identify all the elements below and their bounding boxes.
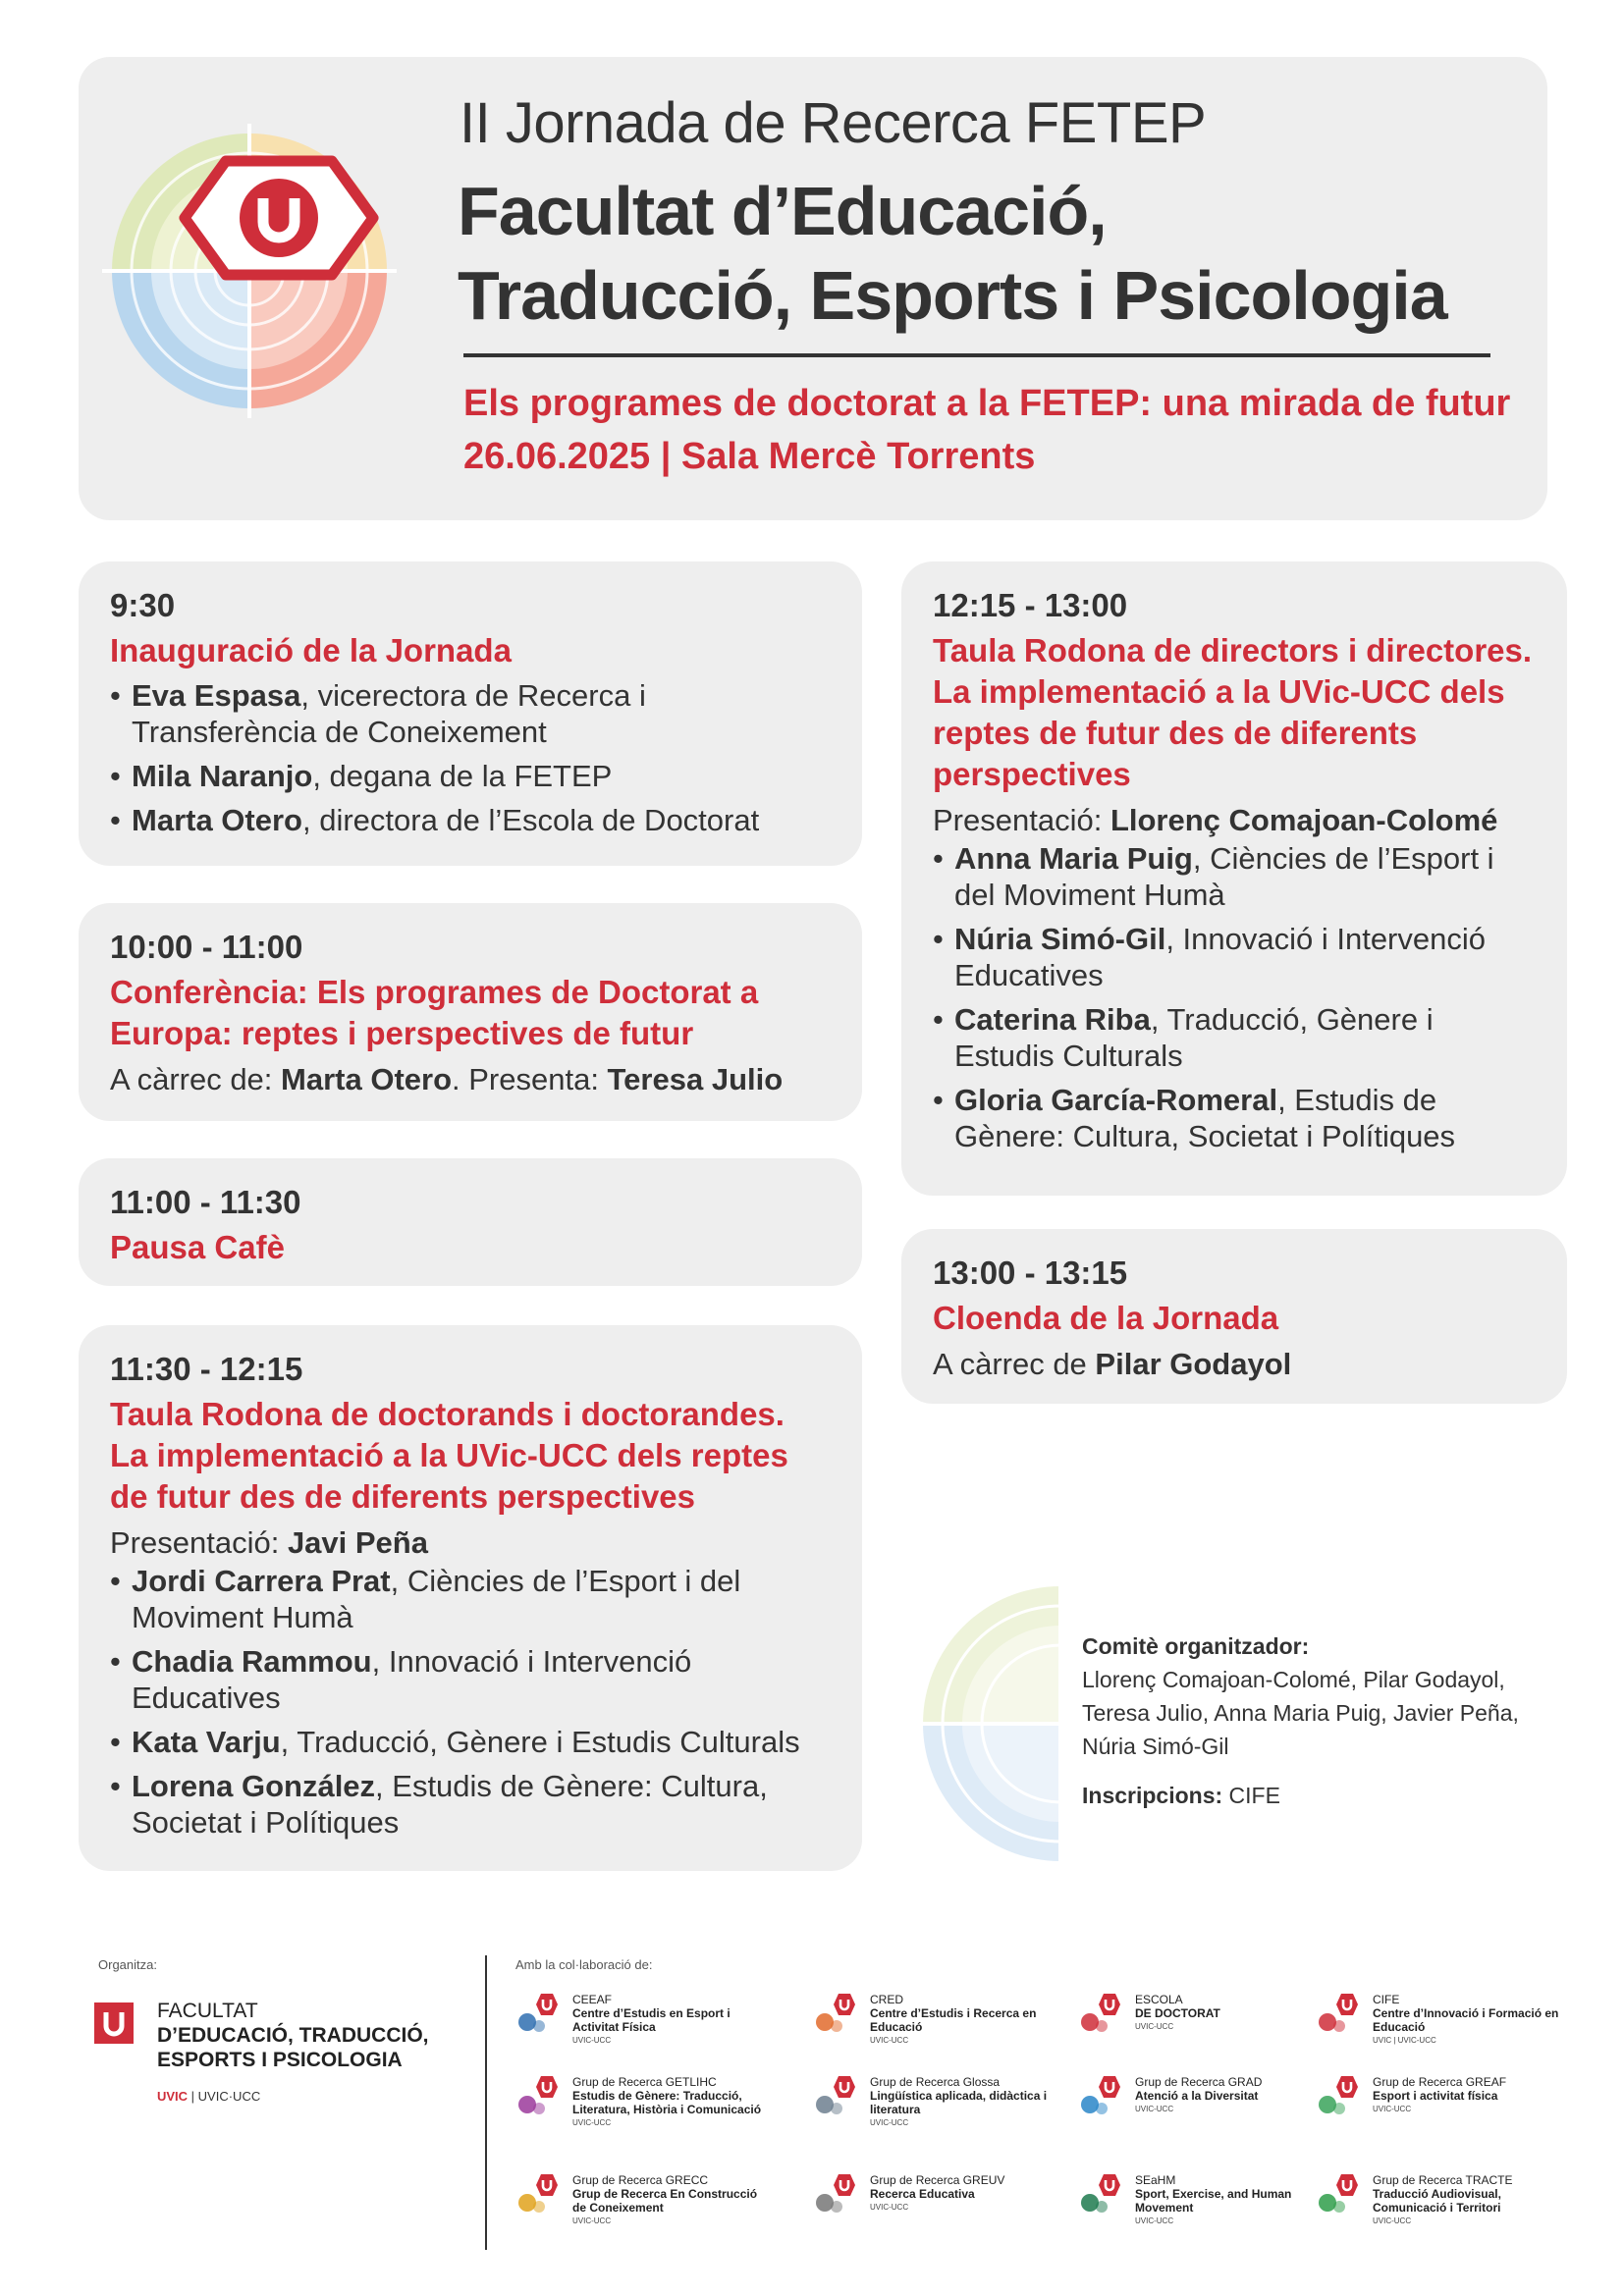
speaker-item (110, 758, 831, 794)
speaker-item (933, 840, 1536, 913)
partner-logo (515, 2075, 762, 2154)
partner-logo (1078, 1993, 1304, 2071)
partner-tag: UVIC-UCC (1373, 2105, 1412, 2113)
partner-text (1135, 2173, 1331, 2228)
partner-small: Grup de Recerca GREUV (870, 2173, 1005, 2187)
header-card (79, 57, 1547, 520)
partner-small: Grup de Recerca Glossa (870, 2075, 1001, 2089)
speaker-role: , Innovació i Intervenció Educatives (132, 1644, 692, 1715)
speaker-role: , vicerectora de Recerca i Transferència de Coneixement (132, 678, 646, 749)
by-label: A càrrec de (933, 1347, 1096, 1381)
uvic-u-icon (1098, 2173, 1121, 2197)
date-place-text: 26.06.2025 | Sala Mercè Torrents (463, 436, 1036, 477)
inscriptions-value: CIFE (1222, 1783, 1280, 1808)
speaker-name: Gloria García-Romeral (954, 1083, 1278, 1117)
fetep-line-2: D’EDUCACIÓ, TRADUCCIÓ, (157, 2024, 429, 2047)
partner-tag: UVIC-UCC (572, 2036, 612, 2045)
slot-title: Taula Rodona de doctorands i doctorandes. La implementació a la UVic-UCC dels reptes de futur des de diferents perspectives (110, 1396, 788, 1515)
speaker-item (110, 677, 831, 750)
partner-tag: UVIC-UCC (572, 2118, 612, 2127)
uvic-u-icon (1335, 2075, 1359, 2099)
partner-logo (813, 2173, 1039, 2252)
partner-logo (515, 1993, 741, 2071)
speaker-name: Kata Varju (132, 1725, 281, 1759)
fetep-uvic-tag (157, 2089, 260, 2104)
speaker-role: , Estudis de Gènere: Cultura, Societat i Polítiques (132, 1769, 768, 1840)
speaker-name: Lorena González (132, 1769, 376, 1803)
uvic-u-icon (833, 2075, 856, 2099)
partner-logo (1316, 2075, 1542, 2154)
partner-tag: UVIC-UCC (870, 2036, 909, 2045)
uvic-u-icon (833, 1993, 856, 2016)
slot-time: 12:15 - 13:00 (933, 587, 1128, 623)
partner-title: Esport i activitat física (1373, 2089, 1498, 2103)
partner-text (1135, 1993, 1331, 2034)
by-name: Pilar Godayol (1095, 1347, 1292, 1381)
partner-title: Centre d’Innovació i Formació en Educació (1373, 2006, 1559, 2034)
partner-small: Grup de Recerca GRECC (572, 2173, 709, 2187)
speaker-role: , Ciències de l’Esport i del Moviment Humà (132, 1564, 741, 1634)
speaker-item (110, 1643, 831, 1716)
by-name: Marta Otero (281, 1062, 453, 1096)
partner-tag: UVIC-UCC (870, 2203, 909, 2212)
partner-logo (515, 2173, 758, 2252)
uvic-u-icon (535, 2173, 559, 2197)
speaker-item (933, 921, 1536, 993)
slot-time: 13:00 - 13:15 (933, 1255, 1128, 1291)
uvic-u-icon (535, 2075, 559, 2099)
partner-logo (1078, 2075, 1304, 2154)
speaker-item (110, 1768, 831, 1841)
uvic-red-text: UVIC (157, 2089, 189, 2104)
partner-text (1373, 1993, 1569, 2048)
slot-title: Cloenda de la Jornada (933, 1300, 1279, 1336)
footer-divider (485, 1955, 487, 2250)
speaker-item (110, 1563, 831, 1635)
partner-small: SEaHM (1135, 2173, 1176, 2187)
program-slot-1130 (79, 1325, 862, 1871)
presenter-label: Presentació: (110, 1525, 288, 1560)
uvic-u-icon (1098, 1993, 1121, 2016)
partner-tag: UVIC-UCC (1373, 2216, 1412, 2225)
uvic-u-icon (1335, 1993, 1359, 2016)
uvic-emblem-logo (92, 104, 426, 438)
slot-credits (933, 1345, 1536, 1384)
speaker-name: Anna Maria Puig (954, 841, 1193, 876)
partner-text (1135, 2075, 1331, 2116)
by-label: A càrrec de: (110, 1062, 282, 1096)
speaker-role: , directora de l’Escola de Doctorat (301, 803, 760, 837)
speaker-role: , Innovació i Intervenció Educatives (954, 922, 1486, 992)
partner-text (870, 1993, 1066, 2048)
speaker-name: Jordi Carrera Prat (132, 1564, 391, 1598)
partner-tag: UVIC-UCC (1135, 2216, 1174, 2225)
uvic-u-icon (1098, 2075, 1121, 2099)
partner-text (572, 2173, 769, 2228)
partner-tag: UVIC-UCC (572, 2216, 612, 2225)
uvic-u-icon (1335, 2173, 1359, 2197)
uvic-u-icon (833, 2173, 856, 2197)
slot-time: 11:00 - 11:30 (110, 1184, 301, 1220)
partner-logo (813, 2075, 1048, 2154)
partner-small: CRED (870, 1993, 904, 2006)
speaker-name: Caterina Riba (954, 1002, 1151, 1037)
partner-title: Centre d’Estudis i Recerca en Educació (870, 2006, 1037, 2034)
slot-presenter (110, 1523, 831, 1563)
slot-title: Taula Rodona de directors i directores. La implementació a la UVic-UCC dels reptes de futur des de diferents perspectives (933, 632, 1533, 792)
program-slot-1215 (901, 561, 1567, 1196)
fetep-line-3: ESPORTS I PSICOLOGIA (157, 2049, 403, 2071)
organizer-label: Organitza: (98, 1957, 157, 1972)
partner-small: Grup de Recerca GETLIHC (572, 2075, 717, 2089)
partner-text (572, 1993, 769, 2048)
speaker-role: , Traducció, Gènere i Estudis Culturals (954, 1002, 1434, 1073)
slot-time: 9:30 (110, 587, 176, 623)
organizing-committee (1082, 1629, 1553, 1812)
speaker-list (933, 840, 1536, 1154)
slot-time: 10:00 - 11:00 (110, 929, 303, 965)
committee-label: Comitè organitzador: (1082, 1633, 1310, 1659)
inscriptions-label: Inscripcions: (1082, 1783, 1223, 1808)
speaker-role: , Ciències de l’Esport i del Moviment Humà (954, 841, 1494, 912)
faculty-name (458, 169, 1447, 338)
partner-logo (813, 1993, 1039, 2071)
speaker-list (110, 1563, 831, 1841)
committee-members: Llorenç Comajoan-Colomé, Pilar Godayol, Teresa Julio, Anna Maria Puig, Javier Peña, Núria Simó-Gil (1082, 1667, 1519, 1759)
slot-credits (110, 1060, 831, 1099)
speaker-role: , Traducció, Gènere i Estudis Culturals (280, 1725, 800, 1759)
speaker-item (933, 1082, 1536, 1154)
event-edition (460, 90, 1206, 156)
uvic-rest-text: | UVIC·UCC (188, 2089, 261, 2104)
speaker-list (110, 677, 831, 838)
speaker-name: Mila Naranjo (132, 759, 313, 793)
partner-small: Grup de Recerca TRACTE (1373, 2173, 1513, 2187)
speaker-item (110, 802, 831, 838)
partner-tag: UVIC | UVIC-UCC (1373, 2036, 1436, 2045)
speaker-name: Núria Simó-Gil (954, 922, 1166, 956)
partner-title: Sport, Exercise, and Human Movement (1135, 2187, 1292, 2215)
partner-tag: UVIC-UCC (1135, 2022, 1174, 2031)
partner-small: Grup de Recerca GREAF (1373, 2075, 1507, 2089)
slot-title: Inauguració de la Jornada (110, 632, 512, 668)
speaker-item (933, 1001, 1536, 1074)
partner-small: CIFE (1373, 1993, 1400, 2006)
partner-small: CEEAF (572, 1993, 613, 2006)
slot-title: Pausa Cafè (110, 1229, 285, 1265)
partner-text (1373, 2075, 1569, 2116)
partner-small: Grup de Recerca GRAD (1135, 2075, 1263, 2089)
header-divider (463, 353, 1490, 357)
partner-title: Atenció a la Diversitat (1135, 2089, 1259, 2103)
speaker-name: Marta Otero (132, 803, 302, 837)
speaker-item (110, 1724, 831, 1760)
fetep-u-logo-icon (94, 2002, 134, 2044)
partner-text (572, 2075, 769, 2130)
edition-text: II Jornada de Recerca (460, 91, 1010, 155)
partner-text (1373, 2173, 1569, 2228)
collaboration-label: Amb la col·laboració de: (515, 1957, 653, 1972)
partner-title: Grup de Recerca En Construcció de Coneixement (572, 2187, 758, 2215)
partner-tag: UVIC-UCC (1135, 2105, 1174, 2113)
presenter-name: Llorenç Comajoan-Colomé (1110, 803, 1498, 837)
partner-logo (1316, 1993, 1559, 2071)
event-theme (463, 377, 1510, 483)
presents-label: . Presenta: (452, 1062, 608, 1096)
program-slot-1100 (79, 1158, 862, 1286)
partner-title: Recerca Educativa (870, 2187, 975, 2201)
partner-title: Estudis de Gènere: Traducció, Literatura, Història i Comunicació (572, 2089, 762, 2116)
partner-title: Lingüística aplicada, didàctica i literatura (870, 2089, 1048, 2116)
partner-small: ESCOLA (1135, 1993, 1183, 2006)
partner-text (870, 2075, 1066, 2130)
uvic-u-icon (535, 1993, 559, 2016)
slot-title: Conferència: Els programes de Doctorat a Europa: reptes i perspectives de futur (110, 974, 759, 1051)
speaker-name: Eva Espasa (132, 678, 301, 713)
inscriptions-line (1082, 1779, 1553, 1812)
partner-title: DE DOCTORAT (1135, 2006, 1220, 2020)
program-slot-1000 (79, 903, 862, 1121)
partner-text (870, 2173, 1066, 2215)
program-slot-1300 (901, 1229, 1567, 1404)
slot-presenter (933, 801, 1536, 840)
theme-text: Els programes de doctorat a la FETEP: una mirada de futur (463, 383, 1511, 424)
partner-title: Centre d’Estudis en Esport i Activitat Física (572, 2006, 731, 2034)
presenter-name: Javi Peña (287, 1525, 428, 1560)
partner-logo (1316, 2173, 1542, 2252)
partner-tag: UVIC-UCC (870, 2118, 909, 2127)
acronym-text: FETEP (1024, 91, 1207, 155)
presenter-label: Presentació: (933, 803, 1110, 837)
slot-time: 11:30 - 12:15 (110, 1351, 303, 1387)
speaker-name: Chadia Rammou (132, 1644, 372, 1679)
faculty-line-2: Traducció, Esports i Psicologia (458, 257, 1447, 334)
partner-logo (1078, 2173, 1304, 2252)
faculty-line-1: Facultat d’Educació, (458, 173, 1107, 249)
fetep-name-block (157, 1999, 429, 2072)
presents-name: Teresa Julio (607, 1062, 784, 1096)
fetep-line-1: FACULTAT (157, 2000, 258, 2022)
partner-title: Traducció Audiovisual, Comunicació i Territori (1373, 2187, 1501, 2215)
speaker-role: , degana de la FETEP (312, 759, 613, 793)
speaker-role: , Estudis de Gènere: Cultura, Societat i Polítiques (954, 1083, 1456, 1153)
program-slot-930 (79, 561, 862, 866)
